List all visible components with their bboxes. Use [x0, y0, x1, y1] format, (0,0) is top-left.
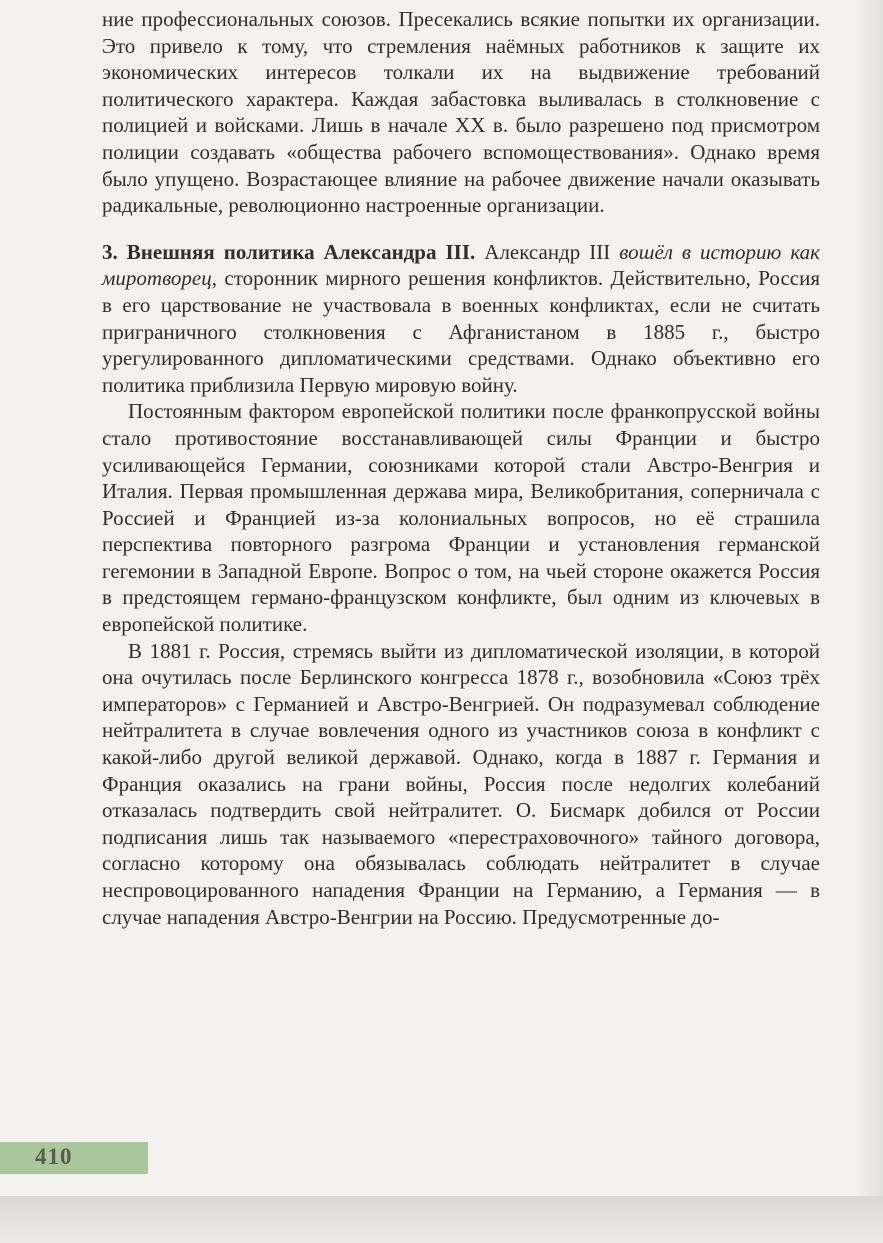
- page-number-bar: [0, 1142, 148, 1174]
- paragraph-labor-unions: ние профессиональных союзов. Пресекались всякие попытки их организации. Это привело к тому, что стремления наёмных работников к защите их экономических интересов толкали их на выдвижение требований политического характера. Каждая забастовка выливалась в столкновение с полицией и войсками. Лишь в начале XX в. было разрешено под присмотром полиции создавать «общества рабочего вспомоществования». Однако время было упущено. Возрастающее влияние на рабочее движение начали оказывать радикальные, революционно настроенные организации.: [102, 7, 820, 218]
- page-number: 410: [35, 1144, 73, 1169]
- paragraph-text-before-emphasis: Александр III: [475, 239, 620, 264]
- body-text: [102, 6, 820, 930]
- paragraph-foreign-policy: [102, 239, 820, 399]
- emphasis-text: вошёл в историю как миротворец: [102, 239, 820, 291]
- paragraph-text-after-emphasis: , сторонник мирного решения конфликтов. Действительно, Россия в его царствование не участвовала в военных конфликтах, если не считать приграничного столкновения с Афганистаном в 1885 г., быстро урегулированного дипломатическими средствами. Однако объективно его политика приблизила Первую мировую войну.: [102, 266, 820, 397]
- paragraph-three-emperors: В 1881 г. Россия, стремясь выйти из дипломатической изоляции, в которой она очутилась после Берлинского конгресса 1878 г., возобновила «Союз трёх императоров» с Германией и Австро-Венгрией. Он подразумевал соблюдение нейтралитета в случае вовлечения одного из участников союза в конфликт с какой-либо другой великой державой. Однако, когда в 1887 г. Германия и Франция оказались на грани войны, Россия после недолгих колебаний отказалась подтвердить свой нейтралитет. О. Бисмарк добился от России подписания лишь так называемого «перестраховочного» тайного договора, согласно которому она обязывалась соблюдать нейтралитет в случае неспровоцированного нападения Франции на Германию, а Германия — в случае нападения Австро-Венгрии на Россию. Предусмотренные до-: [102, 638, 820, 929]
- paragraph-european-politics: Постоянным фактором европейской политики после франкопрусской войны стало противостояние восстанавливающей силы Франции и быстро усиливающейся Германии, союзниками которой стали Австро-Венгрия и Италия. Первая промышленная держава мира, Великобритания, соперничала с Россией и Францией из-за колониальных вопросов, но её страшила перспектива повторного разгрома Франции и установления германской гегемонии в Западной Европе. Вопрос о том, на чьей стороне окажется Россия в предстоящем германо-французском конфликте, был одним из ключевых в европейской политике.: [102, 399, 820, 637]
- page-edge-shadow: [0, 1196, 883, 1243]
- section-heading: 3. Внешняя политика Александра III.: [102, 239, 476, 264]
